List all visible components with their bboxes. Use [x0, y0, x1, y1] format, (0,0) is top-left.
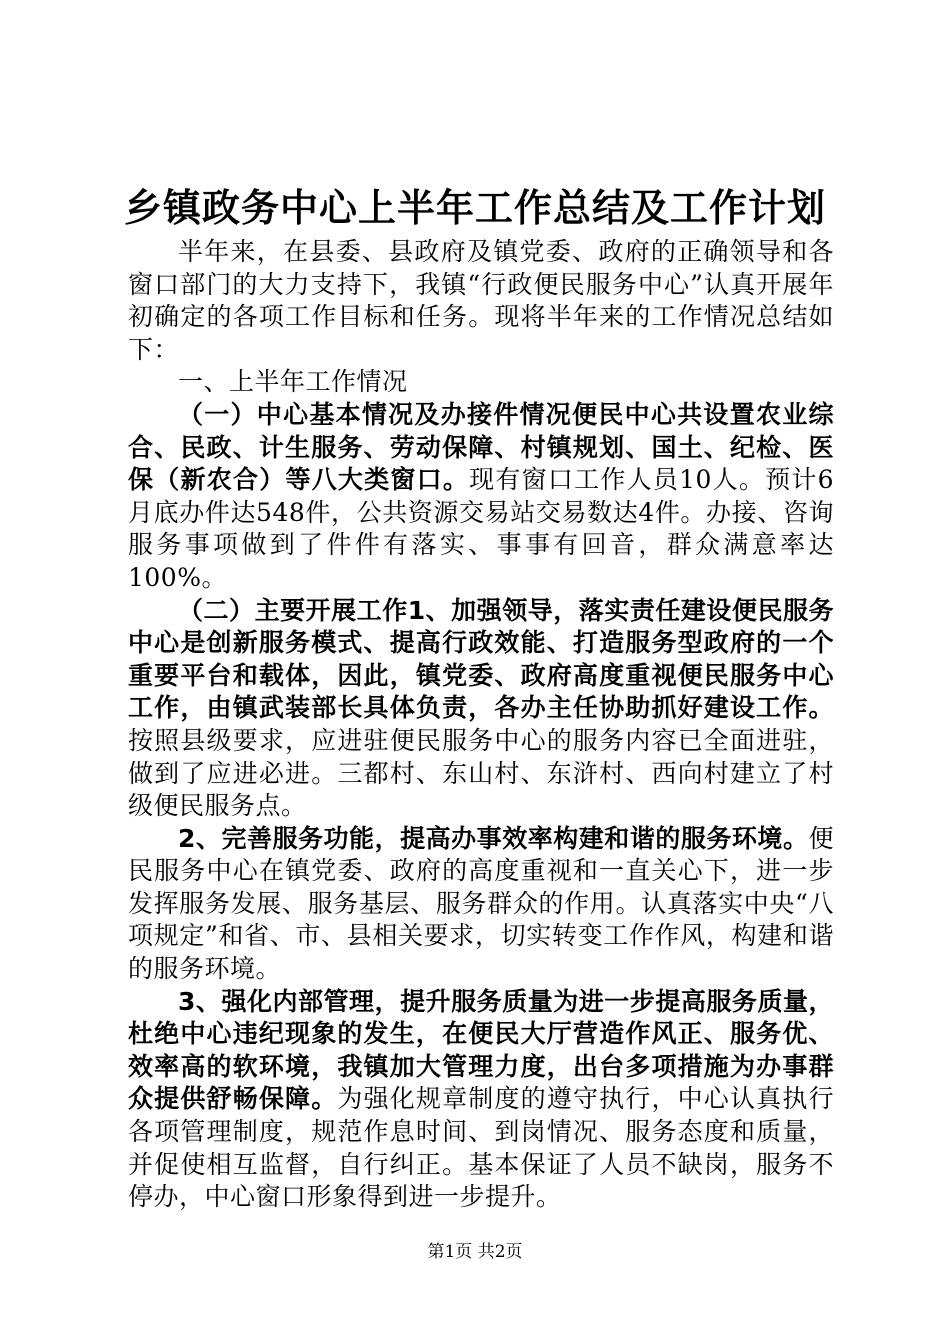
paragraph-body: 按照县级要求，应进驻便民服务中心的服务内容已全面进驻，做到了应进必进。三都村、东山村、东浒村、西向村建立了村级便民服务点。	[128, 725, 834, 821]
paragraph-lead: （二）主要开展工作1、加强领导，落实责任建设便民服务中心是创新服务模式、提高行政效能、打造服务型政府的一个重要平台和载体，因此，镇党委、政府高度重视便民服务中心工作，由镇武装部长具体负责，各办主任协助抓好建设工作。	[128, 595, 834, 723]
paragraph-service-function	[128, 823, 834, 986]
paragraph-body: 为强化规章制度的遵守执行，中心认真执行各项管理制度，规范作息时间、到岗情况、服务态度和质量，并促使相互监督，自行纠正。基本保证了人员不缺岗，服务不停办，中心窗口形象得到进一步提升。	[128, 1084, 834, 1212]
paragraph-main-work	[128, 595, 834, 823]
paragraph-basic-situation	[128, 399, 834, 595]
section-heading: 一、上半年工作情况	[178, 367, 408, 397]
paragraph-body: 现有窗口工作人员10人。预计6月底办件达548件，公共资源交易站交易数达4件。办接、咨询服务事项做到了件件有落实、事事有回音，群众满意率达100%。	[128, 465, 834, 592]
paragraph-internal-management	[128, 986, 834, 1214]
paragraph-lead: 3、强化内部管理，提升服务质量为进一步提高服务质量，杜绝中心违纪现象的发生，在便民大厅营造作风正、服务优、效率高的软环境，我镇加大管理力度，出台多项措施为办事群众提供舒畅保障。	[128, 986, 834, 1114]
paragraph-body: 便民服务中心在镇党委、政府的高度重视和一直关心下，进一步发挥服务发展、服务基层、服务群众的作用。认真落实中央“八项规定”和省、市、县相关要求，切实转变工作作风，构建和谐的服务环境。	[128, 823, 834, 984]
document-body	[128, 236, 834, 1214]
page-number-footer: 第1页 共2页	[427, 1242, 523, 1262]
paragraph-lead: 2、完善服务功能，提高办事效率构建和谐的服务环境。	[178, 823, 809, 853]
document-title: 乡镇政务中心上半年工作总结及工作计划	[123, 185, 826, 230]
intro-paragraph: 半年来，在县委、县政府及镇党委、政府的正确领导和各窗口部门的大力支持下，我镇“行政便民服务中心”认真开展年初确定的各项工作目标和任务。现将半年来的工作情况总结如下：	[128, 237, 834, 364]
paragraph-lead: （一）中心基本情况及办接件情况便民中心共设置农业综合、民政、计生服务、劳动保障、村镇规划、国土、纪检、医保（新农合）等八大类窗口。	[128, 399, 834, 495]
